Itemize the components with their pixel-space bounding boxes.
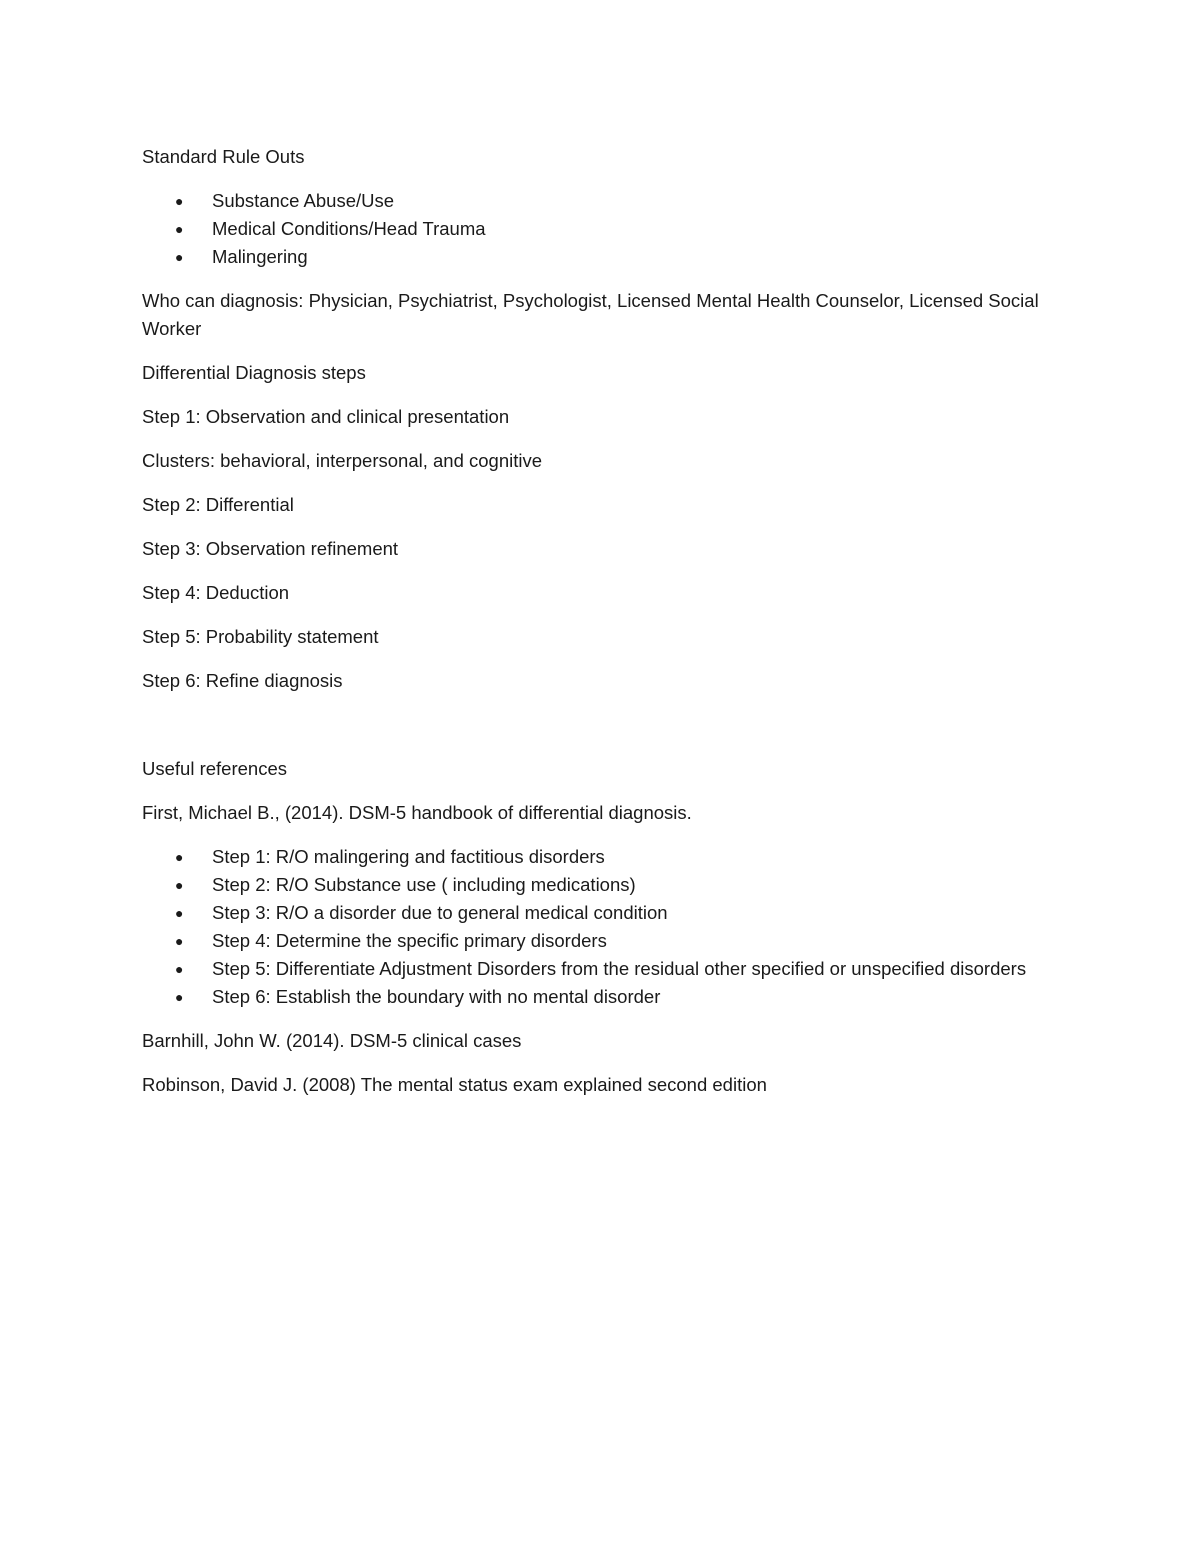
list-item: ● Step 4: Determine the specific primary disorders bbox=[142, 927, 1042, 955]
reference-barnhill: Barnhill, John W. (2014). DSM-5 clinical cases bbox=[142, 1030, 522, 1051]
references-heading: Useful references bbox=[142, 758, 287, 779]
list-item: ● Substance Abuse/Use bbox=[142, 187, 1042, 215]
step-5: Step 5: Probability statement bbox=[142, 626, 379, 647]
list-item: ● Step 2: R/O Substance use ( including medications) bbox=[142, 871, 1042, 899]
list-item: ● Step 5: Differentiate Adjustment Disorders from the residual other specified or unspecified disorders bbox=[142, 955, 1042, 983]
clusters: Clusters: behavioral, interpersonal, and cognitive bbox=[142, 450, 543, 471]
list-item: ● Medical Conditions/Head Trauma bbox=[142, 215, 1042, 243]
step-1: Step 1: Observation and clinical presentation bbox=[142, 406, 510, 427]
list-item: ● Malingering bbox=[142, 243, 1042, 271]
bullet-icon: ● bbox=[175, 849, 184, 865]
document-body bbox=[142, 143, 1042, 1115]
who-can-diagnose: Who can diagnosis: Physician, Psychiatrist, Psychologist, Licensed Mental Health Counselor, Licensed Social Worker bbox=[142, 290, 1039, 339]
list-item: ● Step 3: R/O a disorder due to general medical condition bbox=[142, 899, 1042, 927]
list-item: ● Step 6: Establish the boundary with no mental disorder bbox=[142, 983, 1042, 1011]
first-steps-list bbox=[142, 843, 1042, 1011]
bullet-icon: ● bbox=[175, 221, 184, 237]
step-3: Step 3: Observation refinement bbox=[142, 538, 399, 559]
reference-first: First, Michael B., (2014). DSM-5 handbook of differential diagnosis. bbox=[142, 802, 692, 823]
bullet-icon: ● bbox=[175, 989, 184, 1005]
blank-line bbox=[142, 711, 1042, 755]
bullet-icon: ● bbox=[175, 905, 184, 921]
bullet-icon: ● bbox=[175, 193, 184, 209]
diff-steps-heading: Differential Diagnosis steps bbox=[142, 362, 366, 383]
step-2: Step 2: Differential bbox=[142, 494, 294, 515]
bullet-icon: ● bbox=[175, 877, 184, 893]
list-item: ● Step 1: R/O malingering and factitious disorders bbox=[142, 843, 1042, 871]
bullet-icon: ● bbox=[175, 249, 184, 265]
rule-outs-heading: Standard Rule Outs bbox=[142, 146, 305, 167]
reference-robinson: Robinson, David J. (2008) The mental status exam explained second edition bbox=[142, 1074, 767, 1095]
bullet-icon: ● bbox=[175, 961, 184, 977]
rule-outs-list bbox=[142, 187, 1042, 271]
step-6: Step 6: Refine diagnosis bbox=[142, 670, 343, 691]
step-4: Step 4: Deduction bbox=[142, 582, 290, 603]
bullet-icon: ● bbox=[175, 933, 184, 949]
